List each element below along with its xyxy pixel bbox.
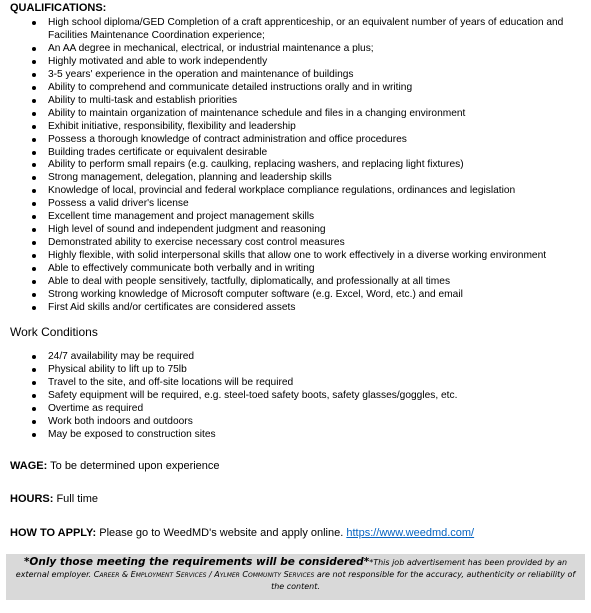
work-condition-item [48, 351, 568, 364]
qualification-item-text: First Aid skills and/or certificates are considered assets [48, 301, 296, 313]
bullet-icon [32, 306, 36, 310]
qualification-item-text: Highly flexible, with solid interpersonal skills that allow one to work effectively in a diverse working environment [48, 250, 547, 262]
qualification-item-text: High school diploma/GED Completion of a craft apprenticeship, or an equivalent number of years of education and Facilities Maintenance Coordination experience; [48, 17, 564, 41]
qualification-item [48, 198, 568, 211]
work-condition-item [48, 364, 568, 377]
disclaimer-text-2: are not responsible for the accuracy, authenticity or reliability of the content. [271, 570, 576, 591]
bullet-icon [32, 125, 36, 129]
qualification-item [48, 237, 568, 250]
qualification-item-text: Strong working knowledge of Microsoft computer software (e.g. Excel, Word, etc.) and email [48, 289, 463, 301]
qualification-item-text: Building trades certificate or equivalent desirable [48, 146, 268, 158]
hours-label: HOURS: [10, 493, 54, 505]
bullet-icon [32, 21, 36, 25]
bullet-icon [32, 112, 36, 116]
qualification-item [48, 17, 568, 43]
qualification-item-text: Able to effectively communicate both verbally and in writing [48, 263, 315, 275]
qualification-item [48, 185, 568, 198]
weedmd-website-link[interactable]: https://www.weedmd.com/ [346, 527, 475, 539]
bullet-icon [32, 138, 36, 142]
bullet-icon [32, 293, 36, 297]
work-condition-item-text: Physical ability to lift up to 75lb [48, 363, 187, 375]
bullet-icon [32, 355, 36, 359]
work-condition-item [48, 377, 568, 390]
bullet-icon [32, 73, 36, 77]
qualification-item [48, 43, 568, 56]
work-condition-item-text: Work both indoors and outdoors [48, 415, 193, 427]
disclaimer-text-1: *This job advertisement has been provided by an external employer. [15, 558, 568, 579]
bullet-icon [32, 60, 36, 64]
qualification-item-text: Exhibit initiative, responsibility, flexibility and leadership [48, 120, 296, 132]
work-condition-item [48, 390, 568, 403]
work-condition-item-text: 24/7 availability may be required [48, 351, 195, 362]
qualification-item-text: Highly motivated and able to work independently [48, 55, 268, 67]
bullet-icon [32, 433, 36, 437]
qualification-item [48, 159, 568, 172]
work-condition-item-text: May be exposed to construction sites [48, 428, 216, 440]
qualification-item-text: Ability to perform small repairs (e.g. caulking, replacing washers, and replacing light fixtures) [48, 159, 464, 171]
bullet-icon [32, 394, 36, 398]
work-conditions-list [48, 351, 568, 442]
qualification-item [48, 108, 568, 121]
qualification-item-text: An AA degree in mechanical, electrical, or industrial maintenance a plus; [48, 42, 374, 54]
qualification-item-text: 3-5 years' experience in the operation and maintenance of buildings [48, 68, 354, 80]
bullet-icon [32, 163, 36, 167]
qualifications-heading: QUALIFICATIONS: [10, 2, 107, 14]
qualification-item-text: Ability to multi-task and establish priorities [48, 94, 238, 106]
qualification-item-text: Possess a thorough knowledge of contract administration and office procedures [48, 133, 407, 145]
how-to-apply-line [10, 526, 474, 540]
qualification-item [48, 276, 568, 289]
qualification-item [48, 250, 568, 263]
work-condition-item-text: Overtime as required [48, 402, 144, 414]
bullet-icon [32, 189, 36, 193]
qualification-item-text: Possess a valid driver's license [48, 198, 189, 210]
bullet-icon [32, 47, 36, 51]
bullet-icon [32, 215, 36, 219]
qualification-item [48, 134, 568, 147]
qualification-item-text: Strong management, delegation, planning and leadership skills [48, 172, 332, 184]
hours-line [10, 492, 98, 506]
bullet-icon [32, 381, 36, 385]
qualification-item [48, 211, 568, 224]
bullet-icon [32, 241, 36, 245]
qualification-item-text: Ability to maintain organization of maintenance schedule and files in a changing environment [48, 107, 466, 119]
qualification-item [48, 56, 568, 69]
bullet-icon [32, 86, 36, 90]
wage-line [10, 459, 220, 473]
how-to-apply-text: Please go to WeedMD's website and apply online. [96, 527, 347, 539]
qualification-item [48, 121, 568, 134]
qualification-item-text: High level of sound and independent judgment and reasoning [48, 224, 326, 236]
wage-value: To be determined upon experience [47, 460, 220, 472]
qualification-item-text: Knowledge of local, provincial and federal workplace compliance regulations, ordinances and legislation [48, 185, 516, 197]
qualification-item [48, 302, 568, 315]
work-conditions-heading: Work Conditions [10, 325, 98, 339]
hours-value: Full time [53, 493, 99, 505]
work-condition-item [48, 416, 568, 429]
qualification-item [48, 95, 568, 108]
wage-label: WAGE: [10, 460, 48, 472]
bullet-icon [32, 228, 36, 232]
bullet-icon [32, 176, 36, 180]
bullet-icon [32, 420, 36, 424]
bullet-icon [32, 368, 36, 372]
bullet-icon [32, 254, 36, 258]
bullet-icon [32, 99, 36, 103]
qualification-item [48, 289, 568, 302]
qualification-item [48, 82, 568, 95]
how-to-apply-label: HOW TO APPLY: [10, 527, 97, 539]
qualification-item [48, 263, 568, 276]
work-condition-item [48, 403, 568, 416]
bullet-icon [32, 280, 36, 284]
qualification-item [48, 224, 568, 237]
qualification-item-text: Ability to comprehend and communicate detailed instructions orally and in writing [48, 81, 413, 93]
work-condition-item-text: Safety equipment will be required, e.g. steel-toed safety boots, safety glasses/goggles, etc. [48, 389, 458, 401]
qualification-item-text: Demonstrated ability to exercise necessary cost control measures [48, 237, 345, 249]
work-condition-item [48, 429, 568, 442]
qualification-item [48, 69, 568, 82]
bullet-icon [32, 202, 36, 206]
qualifications-list [48, 17, 568, 315]
qualification-item [48, 172, 568, 185]
disclaimer-box [6, 554, 585, 600]
qualification-item [48, 147, 568, 160]
disclaimer-organization: Career & Employment Services / Aylmer Community Services [93, 570, 315, 579]
qualification-item-text: Able to deal with people sensitively, tactfully, diplomatically, and professionally at all times [48, 276, 451, 288]
work-condition-item-text: Travel to the site, and off-site locations will be required [48, 376, 294, 388]
bullet-icon [32, 267, 36, 271]
bullet-icon [32, 151, 36, 155]
qualification-item-text: Excellent time management and project management skills [48, 211, 315, 223]
bullet-icon [32, 407, 36, 411]
disclaimer-requirements: *Only those meeting the requirements will be considered* [23, 556, 370, 568]
